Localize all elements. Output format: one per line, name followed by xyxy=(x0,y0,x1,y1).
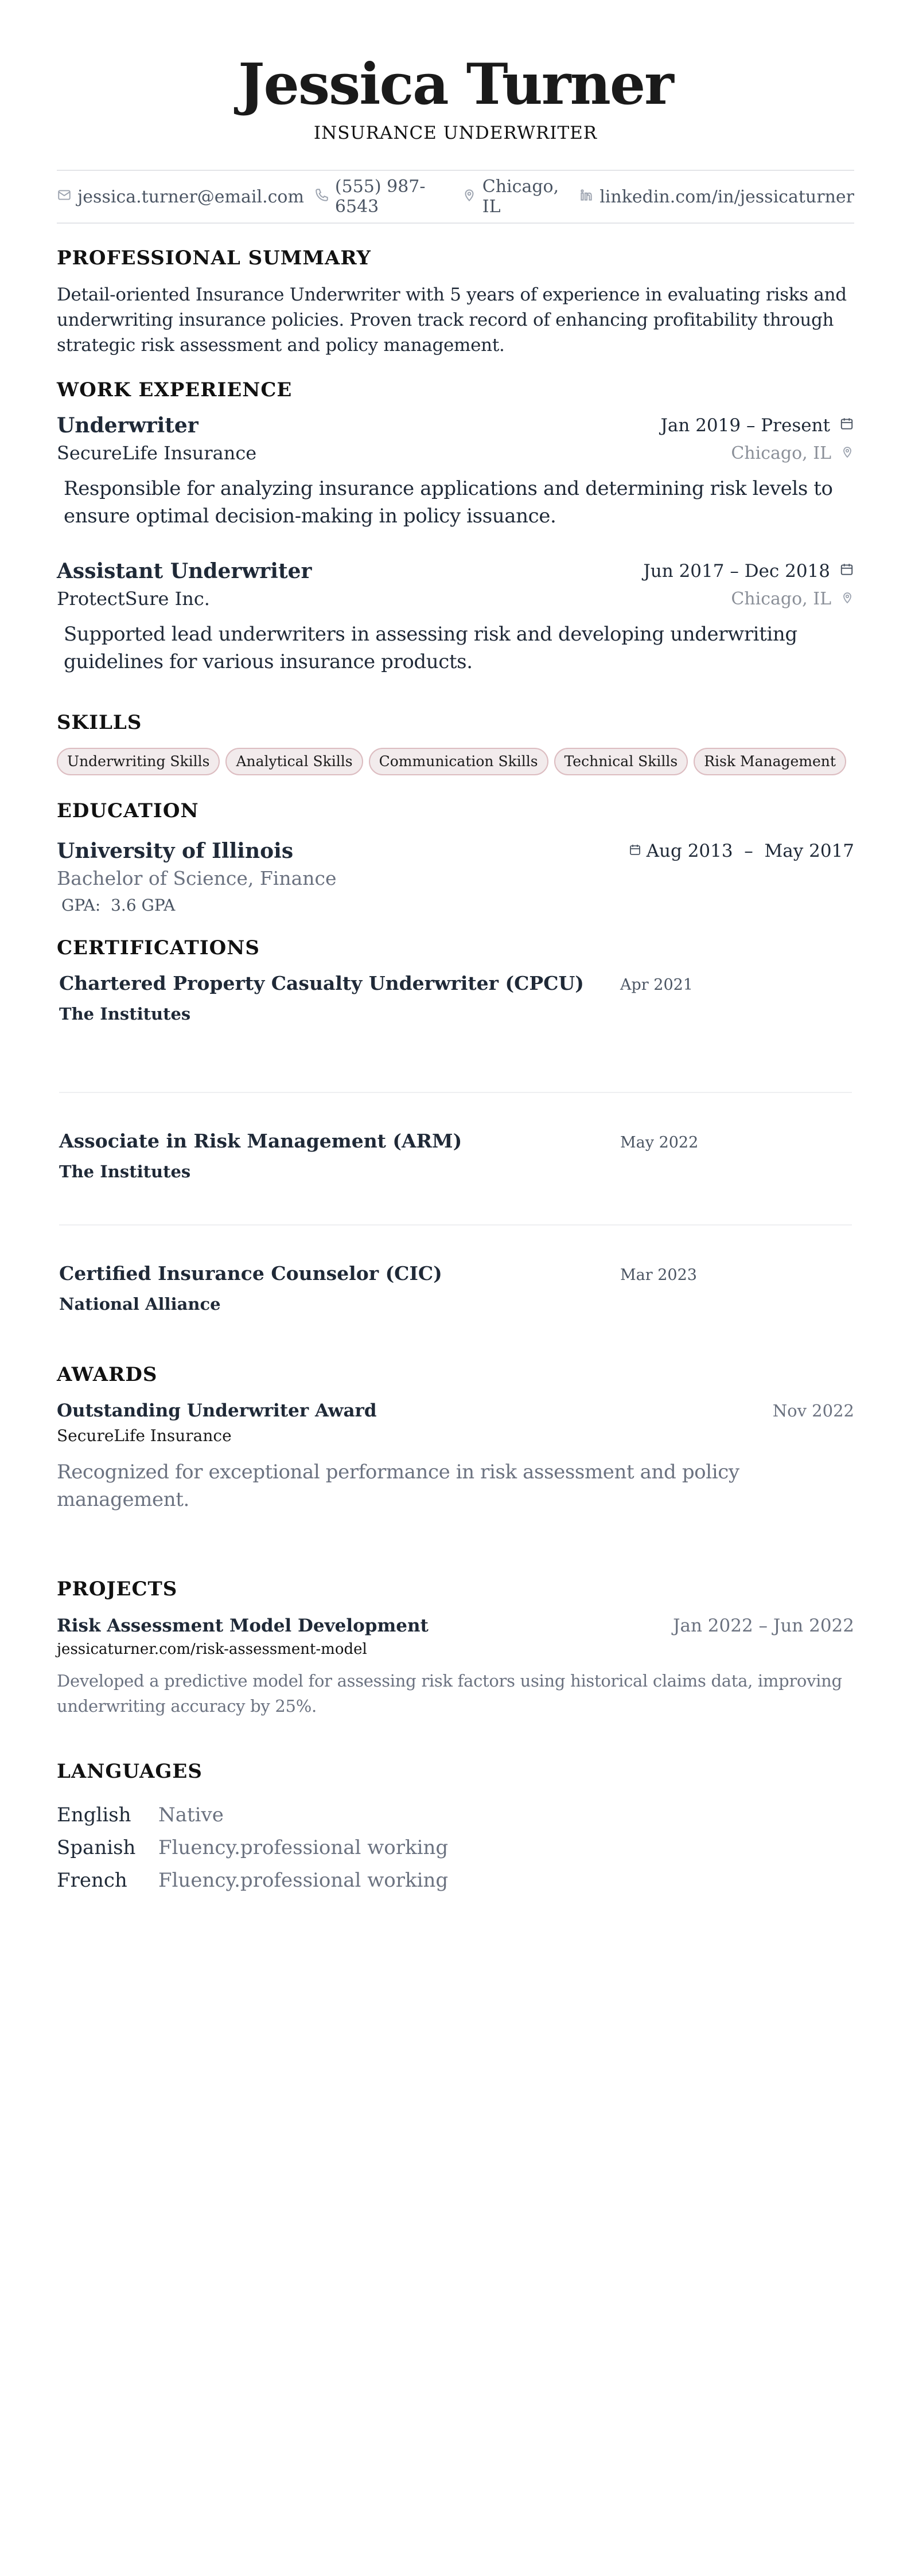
summary-text: Detail-oriented Insurance Underwriter with 5 years of experience in evaluating risks and underwriting insurance policies. Proven track record of enhancing profitability through strategic risk assessment and policy management. xyxy=(57,284,847,356)
certification-date: Apr 2021 xyxy=(620,976,693,994)
job-title: Assistant Underwriter xyxy=(57,559,312,583)
calendar-icon xyxy=(839,415,854,436)
calendar-icon xyxy=(839,561,854,581)
education-dates-text: Aug 2013 – May 2017 xyxy=(646,841,854,861)
job-dates xyxy=(660,415,854,436)
skills-section xyxy=(57,710,854,775)
location-pin-icon xyxy=(840,589,854,609)
candidate-title: INSURANCE UNDERWRITER xyxy=(313,123,598,143)
job-dates-text: Jan 2019 – Present xyxy=(660,415,830,436)
language-row xyxy=(57,1799,854,1832)
contact-email[interactable] xyxy=(57,187,304,207)
job-location xyxy=(731,443,854,463)
certification-entry xyxy=(57,1093,854,1224)
certification-date: Mar 2023 xyxy=(620,1266,697,1284)
award-name: Outstanding Underwriter Award xyxy=(57,1400,377,1421)
phone-text: (555) 987-6543 xyxy=(334,177,426,217)
certification-name: Chartered Property Casualty Underwriter (CPCU) xyxy=(59,972,584,994)
language-level: Fluency.professional working xyxy=(158,1836,449,1859)
skill-chip: Risk Management xyxy=(694,748,846,775)
section-heading: WORK EXPERIENCE xyxy=(57,378,293,401)
gpa-value: 3.6 GPA xyxy=(111,896,176,915)
resume-header xyxy=(57,50,854,224)
language-level: Native xyxy=(158,1804,224,1826)
location-pin-icon xyxy=(462,187,477,207)
job-dates-text: Jun 2017 – Dec 2018 xyxy=(643,561,830,581)
award-entry xyxy=(57,1398,854,1513)
skill-chips xyxy=(57,748,854,775)
skill-chip: Communication Skills xyxy=(369,748,548,775)
awards-section xyxy=(57,1362,854,1513)
projects-section xyxy=(57,1576,854,1719)
mail-icon xyxy=(57,187,72,207)
job-entry xyxy=(57,557,854,676)
certification-issuer: The Institutes xyxy=(59,1004,191,1024)
section-heading: LANGUAGES xyxy=(57,1760,203,1783)
job-title: Underwriter xyxy=(57,413,198,438)
award-organization: SecureLife Insurance xyxy=(57,1426,232,1445)
school-name: University of Illinois xyxy=(57,839,294,863)
contact-phone[interactable] xyxy=(314,177,451,217)
education-dates xyxy=(628,841,854,861)
skill-chip: Technical Skills xyxy=(554,748,688,775)
job-location xyxy=(731,589,854,609)
location-text: Chicago, IL xyxy=(482,177,559,217)
language-name: Spanish xyxy=(57,1836,136,1859)
section-heading: SKILLS xyxy=(57,711,142,734)
certifications-section xyxy=(57,935,854,1340)
contact-bar xyxy=(57,170,854,224)
experience-section xyxy=(57,377,854,676)
certification-entry xyxy=(57,961,854,1092)
job-description: Supported lead underwriters in assessing risk and developing underwriting guidelines for various insurance products. xyxy=(64,623,797,673)
project-description: Developed a predictive model for assessing risk factors using historical claims data, improving underwriting accuracy by 25%. xyxy=(57,1671,842,1716)
gpa-label: GPA: xyxy=(61,896,101,915)
project-link[interactable]: jessicaturner.com/risk-assessment-model xyxy=(57,1641,367,1658)
summary-section xyxy=(57,245,854,358)
job-description: Responsible for analyzing insurance applications and determining risk levels to ensure optimal decision-making in policy issuance. xyxy=(64,477,833,528)
company-name: SecureLife Insurance xyxy=(57,442,257,464)
linkedin-icon xyxy=(579,187,594,207)
job-entry xyxy=(57,412,854,530)
candidate-name: Jessica Turner xyxy=(238,52,673,118)
language-name: French xyxy=(57,1869,127,1892)
linkedin-text: linkedin.com/in/jessicaturner xyxy=(599,186,854,207)
certification-issuer: National Alliance xyxy=(59,1294,221,1314)
phone-icon xyxy=(314,187,329,207)
language-row xyxy=(57,1832,854,1864)
education-section xyxy=(57,798,854,915)
section-heading: AWARDS xyxy=(57,1363,158,1386)
award-description: Recognized for exceptional performance in risk assessment and policy management. xyxy=(57,1461,739,1511)
project-entry xyxy=(57,1613,854,1719)
education-entry xyxy=(57,837,854,915)
degree: Bachelor of Science, Finance xyxy=(57,867,337,889)
languages-section xyxy=(57,1759,854,1897)
company-name: ProtectSure Inc. xyxy=(57,588,210,610)
calendar-icon xyxy=(628,841,642,861)
skill-chip: Analytical Skills xyxy=(225,748,363,775)
section-heading: PROJECTS xyxy=(57,1578,178,1601)
section-heading: PROFESSIONAL SUMMARY xyxy=(57,247,371,270)
section-heading: EDUCATION xyxy=(57,799,199,822)
contact-location xyxy=(462,177,569,217)
certification-entry xyxy=(57,1225,854,1340)
job-dates xyxy=(643,561,854,581)
language-name: English xyxy=(57,1804,131,1826)
job-location-text: Chicago, IL xyxy=(731,443,831,463)
skill-chip: Underwriting Skills xyxy=(57,748,220,775)
language-row xyxy=(57,1864,854,1897)
location-pin-icon xyxy=(840,443,854,463)
email-text: jessica.turner@email.com xyxy=(77,186,304,207)
certification-date: May 2022 xyxy=(620,1134,699,1152)
certification-name: Certified Insurance Counselor (CIC) xyxy=(59,1262,442,1285)
language-list xyxy=(57,1799,854,1897)
section-heading: CERTIFICATIONS xyxy=(57,936,260,959)
certification-issuer: The Institutes xyxy=(59,1162,191,1181)
job-location-text: Chicago, IL xyxy=(731,588,831,609)
project-name: Risk Assessment Model Development xyxy=(57,1615,429,1636)
contact-linkedin[interactable] xyxy=(579,187,854,207)
language-level: Fluency.professional working xyxy=(158,1869,449,1892)
gpa xyxy=(57,896,854,915)
award-date: Nov 2022 xyxy=(772,1401,854,1420)
certification-name: Associate in Risk Management (ARM) xyxy=(59,1130,462,1152)
project-dates: Jan 2022 – Jun 2022 xyxy=(673,1615,854,1636)
